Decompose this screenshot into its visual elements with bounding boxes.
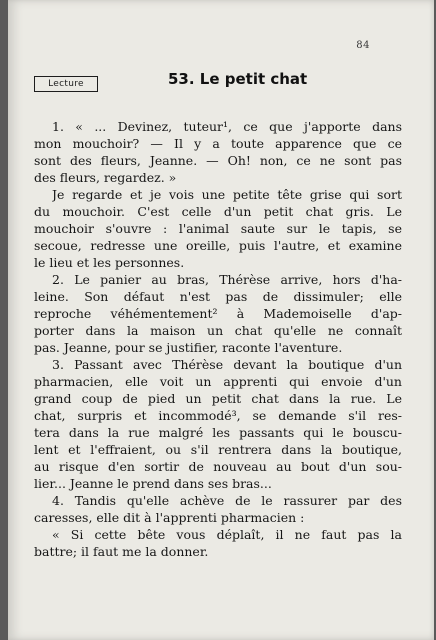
- text-line: battre; il faut me la donner.: [34, 544, 209, 559]
- text-line: 3. Passant avec Thérèse devant la boutique d'un: [52, 357, 402, 372]
- page-title: 53. Le petit chat: [168, 70, 308, 88]
- text-line: pharmacien, elle voit un apprenti qui envoie d'un: [34, 374, 402, 389]
- text-line: mon mouchoir? — Il y a toute apparence que ce: [34, 136, 402, 151]
- body-text: [8, 0, 434, 640]
- text-line: reproche véhémentement² à Mademoiselle d'ap-: [34, 306, 402, 321]
- section-label: Lecture: [34, 76, 98, 92]
- text-line: porter dans la maison un chat qu'elle ne connaît: [34, 323, 402, 338]
- text-line: lent et l'effraient, ou s'il rentrera dans la boutique,: [34, 442, 402, 457]
- text-line: 1. « ... Devinez, tuteur¹, ce que j'apporte dans: [52, 119, 402, 134]
- text-line: secoue, redresse une oreille, puis l'autre, et examine: [34, 238, 402, 253]
- text-line: tera dans la rue malgré les passants qui le bouscu-: [34, 425, 402, 440]
- text-line: 2. Le panier au bras, Thérèse arrive, hors d'ha-: [52, 272, 402, 287]
- text-line: sont des fleurs, Jeanne. — Oh! non, ce ne sont pas: [34, 153, 402, 168]
- text-line: chat, surpris et incommodé³, se demande s'il res-: [34, 408, 402, 423]
- text-line: 4. Tandis qu'elle achève de le rassurer par des: [52, 493, 402, 508]
- page-number: 84: [356, 40, 370, 51]
- text-line: au risque d'en sortir de nouveau au bout d'un sou-: [34, 459, 402, 474]
- text-line: le lieu et les personnes.: [34, 255, 185, 270]
- text-line: des fleurs, regardez. »: [34, 170, 177, 185]
- text-line: du mouchoir. C'est celle d'un petit chat gris. Le: [34, 204, 402, 219]
- book-page: [8, 0, 434, 640]
- text-line: « Si cette bête vous déplaît, il ne faut pas la: [52, 527, 402, 542]
- text-line: lier... Jeanne le prend dans ses bras...: [34, 476, 272, 491]
- text-line: Je regarde et je vois une petite tête grise qui sort: [52, 187, 402, 202]
- text-line: caresses, elle dit à l'apprenti pharmacien :: [34, 510, 305, 525]
- text-line: mouchoir s'ouvre : l'animal saute sur le tapis, se: [34, 221, 402, 236]
- text-line: grand coup de pied un petit chat dans la rue. Le: [34, 391, 402, 406]
- text-line: pas. Jeanne, pour se justifier, raconte l'aventure.: [34, 340, 343, 355]
- text-line: leine. Son défaut n'est pas de dissimuler; elle: [34, 289, 402, 304]
